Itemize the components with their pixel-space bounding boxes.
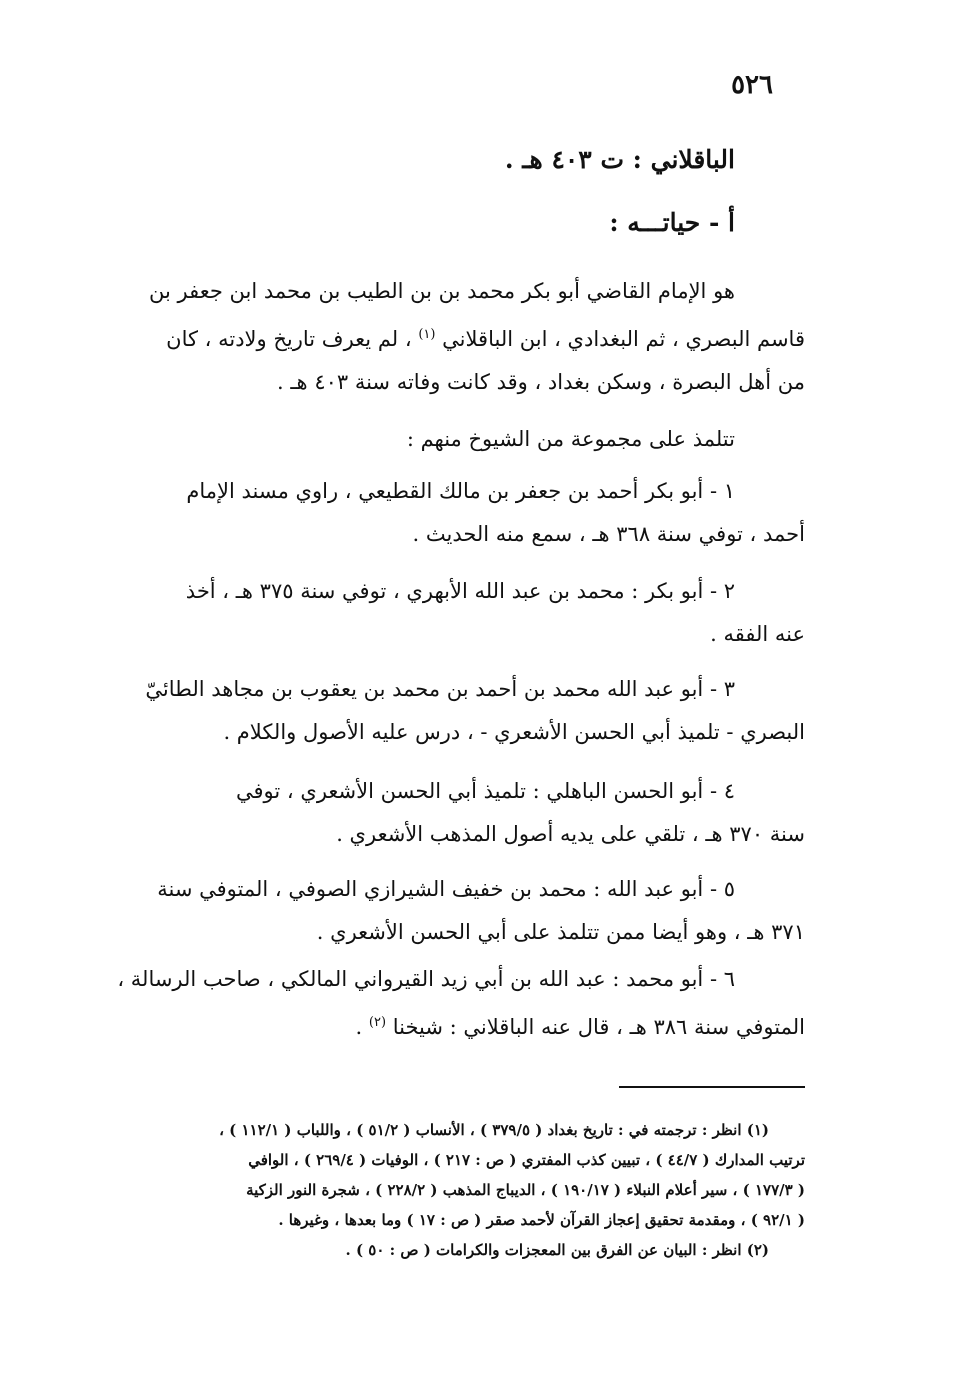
teacher-line: ١ - أبو بكر أحمد بن جعفر بن مالك القطيعي ، راوي مسند الإمام [186,479,735,503]
teacher-line: ٣ - أبو عبد الله محمد بن أحمد بن محمد بن يعقوب بن مجاهد الطائيّ [145,677,735,701]
teacher-line: أحمد ، توفي سنة ٣٦٨ هـ ، سمع منه الحديث . [412,522,805,546]
section-heading: أ - حياتـــه : [609,208,735,237]
teacher-line: البصري - تلميذ أبي الحسن الأشعري - ، درس عليه الأصول والكلام . [223,720,805,744]
footnote-ref-2[interactable]: (٢) [368,1015,387,1030]
bio-line-1: هو الإمام القاضي أبو بكر محمد بن بن الطيب بن محمد ابن جعفر بن [149,279,735,303]
bio-line-3: من أهل البصرة ، وسكن بغداد ، وقد كانت وفاته سنة ٤٠٣ هـ . [277,370,805,394]
teacher-line: سنة ٣٧٠ هـ ، تلقي على يديه أصول المذهب الأشعري . [336,822,805,846]
teacher-line-with-ref [109,1001,805,1049]
teacher-line: ٤ - أبو الحسن الباهلي : تلميذ أبي الحسن الأشعري ، توفي [236,779,735,803]
biography-paragraph [109,270,805,404]
teacher-line-end: . [355,1015,363,1039]
teacher-item-6 [109,958,805,1049]
teacher-item-2 [109,570,805,656]
teacher-item-1 [109,470,805,556]
teacher-line: ٣٧١ هـ ، وهو أيضا ممن تتلمذ على أبي الحسن الأشعري . [316,920,805,944]
teacher-line-text: المتوفي سنة ٣٨٦ هـ ، قال عنه الباقلاني : شيخنا [392,1015,805,1039]
teacher-item-4 [109,770,805,856]
footnote-1-line-3: ( ١٧٧/٣ ) ، سير أعلام النبلاء ( ١٩٠/١٧ ) ، الديباج المذهب ( ٢٢٨/٢ ) ، شجرة النور الزكية [246,1181,805,1199]
page-number: ٥٢٦ [731,70,773,100]
footnotes [109,1115,805,1265]
footnote-2: (٢) انظر : البيان عن الفرق بين المعجزات والكرامات ( ص : ٥٠ ) . [345,1241,769,1259]
footnote-1-line-1: (١) انظر : ترجمته في : تاريخ بغداد ( ٣٧٩/٥ ) ، الأنساب ( ٥١/٢ ) ، واللباب ( ١١٢/١ ) ، [219,1121,769,1139]
bio-line-2-end: ، لم يعرف تاريخ ولادته ، كان [166,327,412,351]
footnote-ref-1[interactable]: (١) [418,327,436,342]
teacher-line: ٥ - أبو عبد الله : محمد بن خفيف الشيرازي الصوفي ، المتوفي سنة [157,877,735,901]
footnote-1-line-4: ( ٩٢/١ ) ، ومقدمة تحقيق إعجاز القرآن لأحمد صقر ( ص : ١٧ ) وما بعدها ، وغيرها . [278,1211,805,1229]
bio-line-2-start: قاسم البصري ، ثم البغدادي ، ابن الباقلاني [442,327,805,351]
teacher-line: عنه الفقه . [710,622,805,646]
teacher-item-5 [109,868,805,954]
teachers-intro: تتلمذ على مجموعة من الشيوخ منهم : [406,427,735,451]
entry-title: الباقلاني : ت ٤٠٣ هـ . [504,145,735,174]
footnote-1-line-2: ترتيب المدارك ( ٤٤/٧ ) ، تبيين كذب المفتري ( ص : ٢١٧ ) ، الوفيات ( ٢٦٩/٤ ) ، الوافي [248,1151,805,1169]
teacher-line: ٢ - أبو بكر : محمد بن عبد الله الأبهري ، توفي سنة ٣٧٥ هـ ، أخذ [185,579,735,603]
teacher-item-3 [109,668,805,754]
bio-line-2 [109,313,805,361]
footnote-divider [619,1086,805,1088]
teacher-line: ٦ - أبو محمد : عبد الله بن أبي زيد القيرواني المالكي ، صاحب الرسالة ، [117,967,735,991]
